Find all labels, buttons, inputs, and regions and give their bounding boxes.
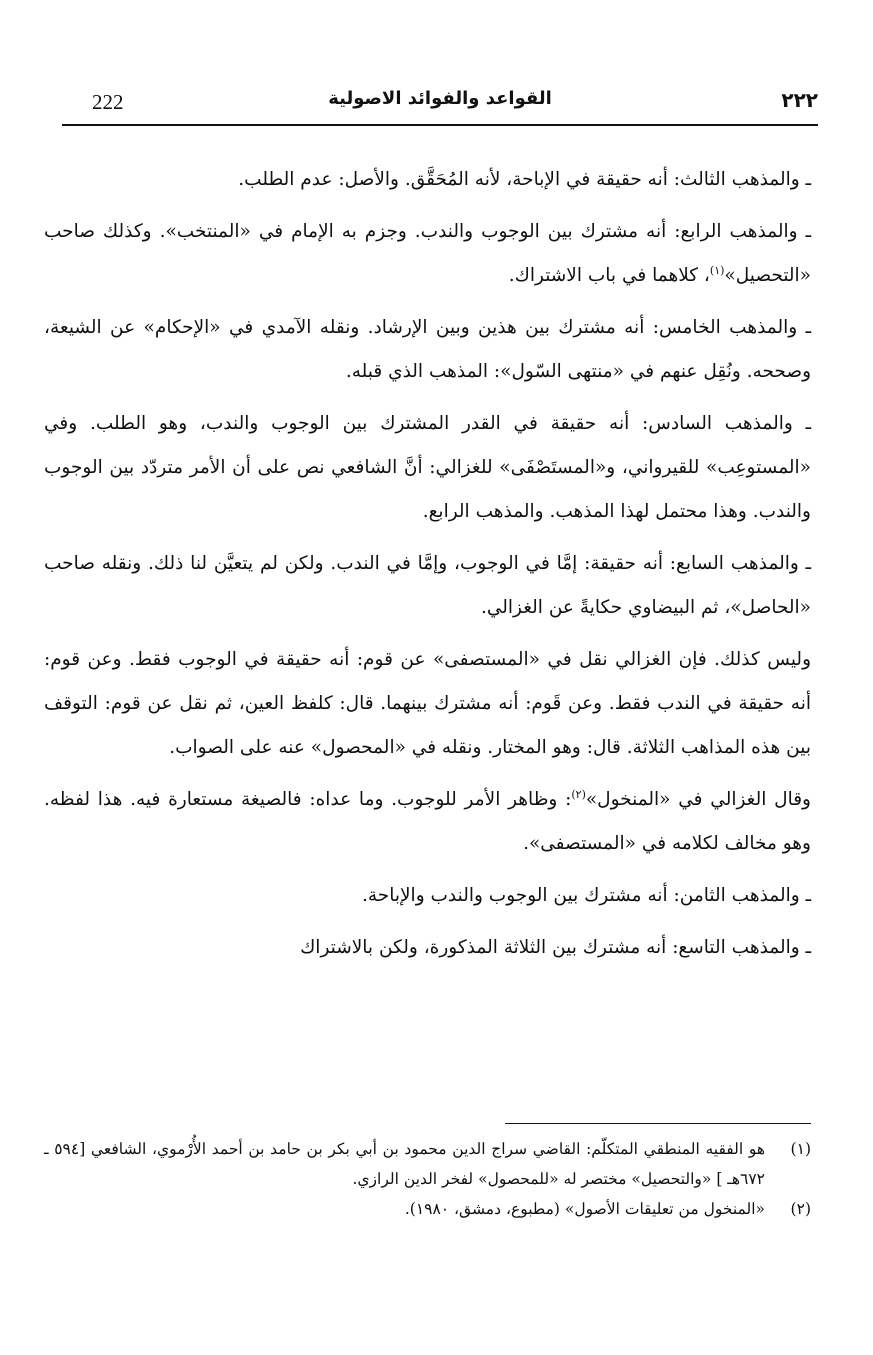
page-number-arabic: ٢٢٢ — [781, 88, 818, 112]
paragraph-text: : وظاهر الأمر للوجوب. وما عداه: فالصيغة مستعارة فيه. هذا لفظه. وهو مخالف لكلامه في «المستصفى». — [44, 789, 811, 854]
main-text — [44, 158, 811, 978]
paragraph-text: ، كلاهما في باب الاشتراك. — [508, 265, 710, 286]
paragraph-third-view: ـ والمذهب الثالث: أنه حقيقة في الإباحة، لأنه المُحَقَّق. والأصل: عدم الطلب. — [238, 169, 811, 190]
paragraph-sixth-view: ـ والمذهب السادس: أنه حقيقة في القدر المشترك بين الوجوب والندب، وهو الطلب. وفي «المستوعِب» للقيرواني، و«المستَصْفَى» للغزالي: أنَّ الشافعي نص على أن الأمر متردّد بين الوجوب والندب. وهذا محتمل لهذا المذهب. والمذهب الرابع. — [44, 413, 811, 522]
paragraph-ghazali-critique: وليس كذلك. فإن الغزالي نقل في «المستصفى» عن قوم: أنه حقيقة في الوجوب فقط. وعن قوم: أنه حقيقة في الندب فقط. وعن قَوم: أنه مشترك بينهما. قال: كلفظ العين، ثم نقل عن قوم: التوقف بين هذه المذاهب الثلاثة. قال: وهو المختار. ونقله في «المحصول» عنه على الصواب. — [44, 649, 811, 758]
footnotes — [44, 1134, 811, 1224]
running-title: القواعد والفوائد الاصولية — [328, 88, 552, 109]
paragraph-seventh-view: ـ والمذهب السابع: أنه حقيقة: إمَّا في الوجوب، وإمَّا في الندب. ولكن لم يتعيَّن لنا ذلك. ونقله صاحب «الحاصل»، ثم البيضاوي حكايةً عن الغزالي. — [44, 553, 811, 618]
footnote-ref-1: (١) — [709, 263, 725, 277]
footnote-mark: (١) — [790, 1140, 811, 1158]
paragraph-mankhul-quote — [44, 778, 811, 866]
paragraph-text: ـ والمذهب الرابع: أنه مشترك بين الوجوب والندب. وجزم به الإمام في «المنتخب». وكذلك صاحب «التحصيل» — [44, 221, 811, 286]
footnote-text: «المنخول من تعليقات الأصول» (مطبوع، دمشق، ١٩٨٠). — [404, 1200, 765, 1218]
paragraph-fifth-view: ـ والمذهب الخامس: أنه مشترك بين هذين وبين الإرشاد. ونقله الآمدي في «الإحكام» عن الشيعة، وصححه. ونُقِل عنهم في «منتهى السّول»: المذهب الذي قبله. — [44, 317, 811, 382]
footnote-text: هو الفقيه المنطقي المتكلّم: القاضي سراج الدين محمود بن أبي بكر بن حامد بن أحمد الأُرْموي، الشافعي [٥٩٤ ـ ٦٧٢هـ ] «والتحصيل» مختصر له «للمحصول» لفخر الدين الرازي. — [44, 1140, 766, 1188]
paragraph-eighth-view: ـ والمذهب الثامن: أنه مشترك بين الوجوب والندب والإباحة. — [361, 885, 811, 906]
paragraph-fourth-view — [44, 210, 811, 298]
footnote-ref-2: (٢) — [571, 787, 586, 801]
footnote-1 — [44, 1134, 811, 1194]
page-number-latin: 222 — [92, 90, 124, 114]
running-header — [62, 88, 818, 126]
paragraph-ninth-view: ـ والمذهب التاسع: أنه مشترك بين الثلاثة المذكورة، ولكن بالاشتراك — [300, 937, 811, 958]
paragraph-text: وقال الغزالي في «المنخول» — [585, 789, 811, 810]
footnote-mark: (٢) — [790, 1200, 811, 1218]
footnote-2 — [44, 1194, 811, 1224]
footnote-separator — [505, 1123, 811, 1124]
